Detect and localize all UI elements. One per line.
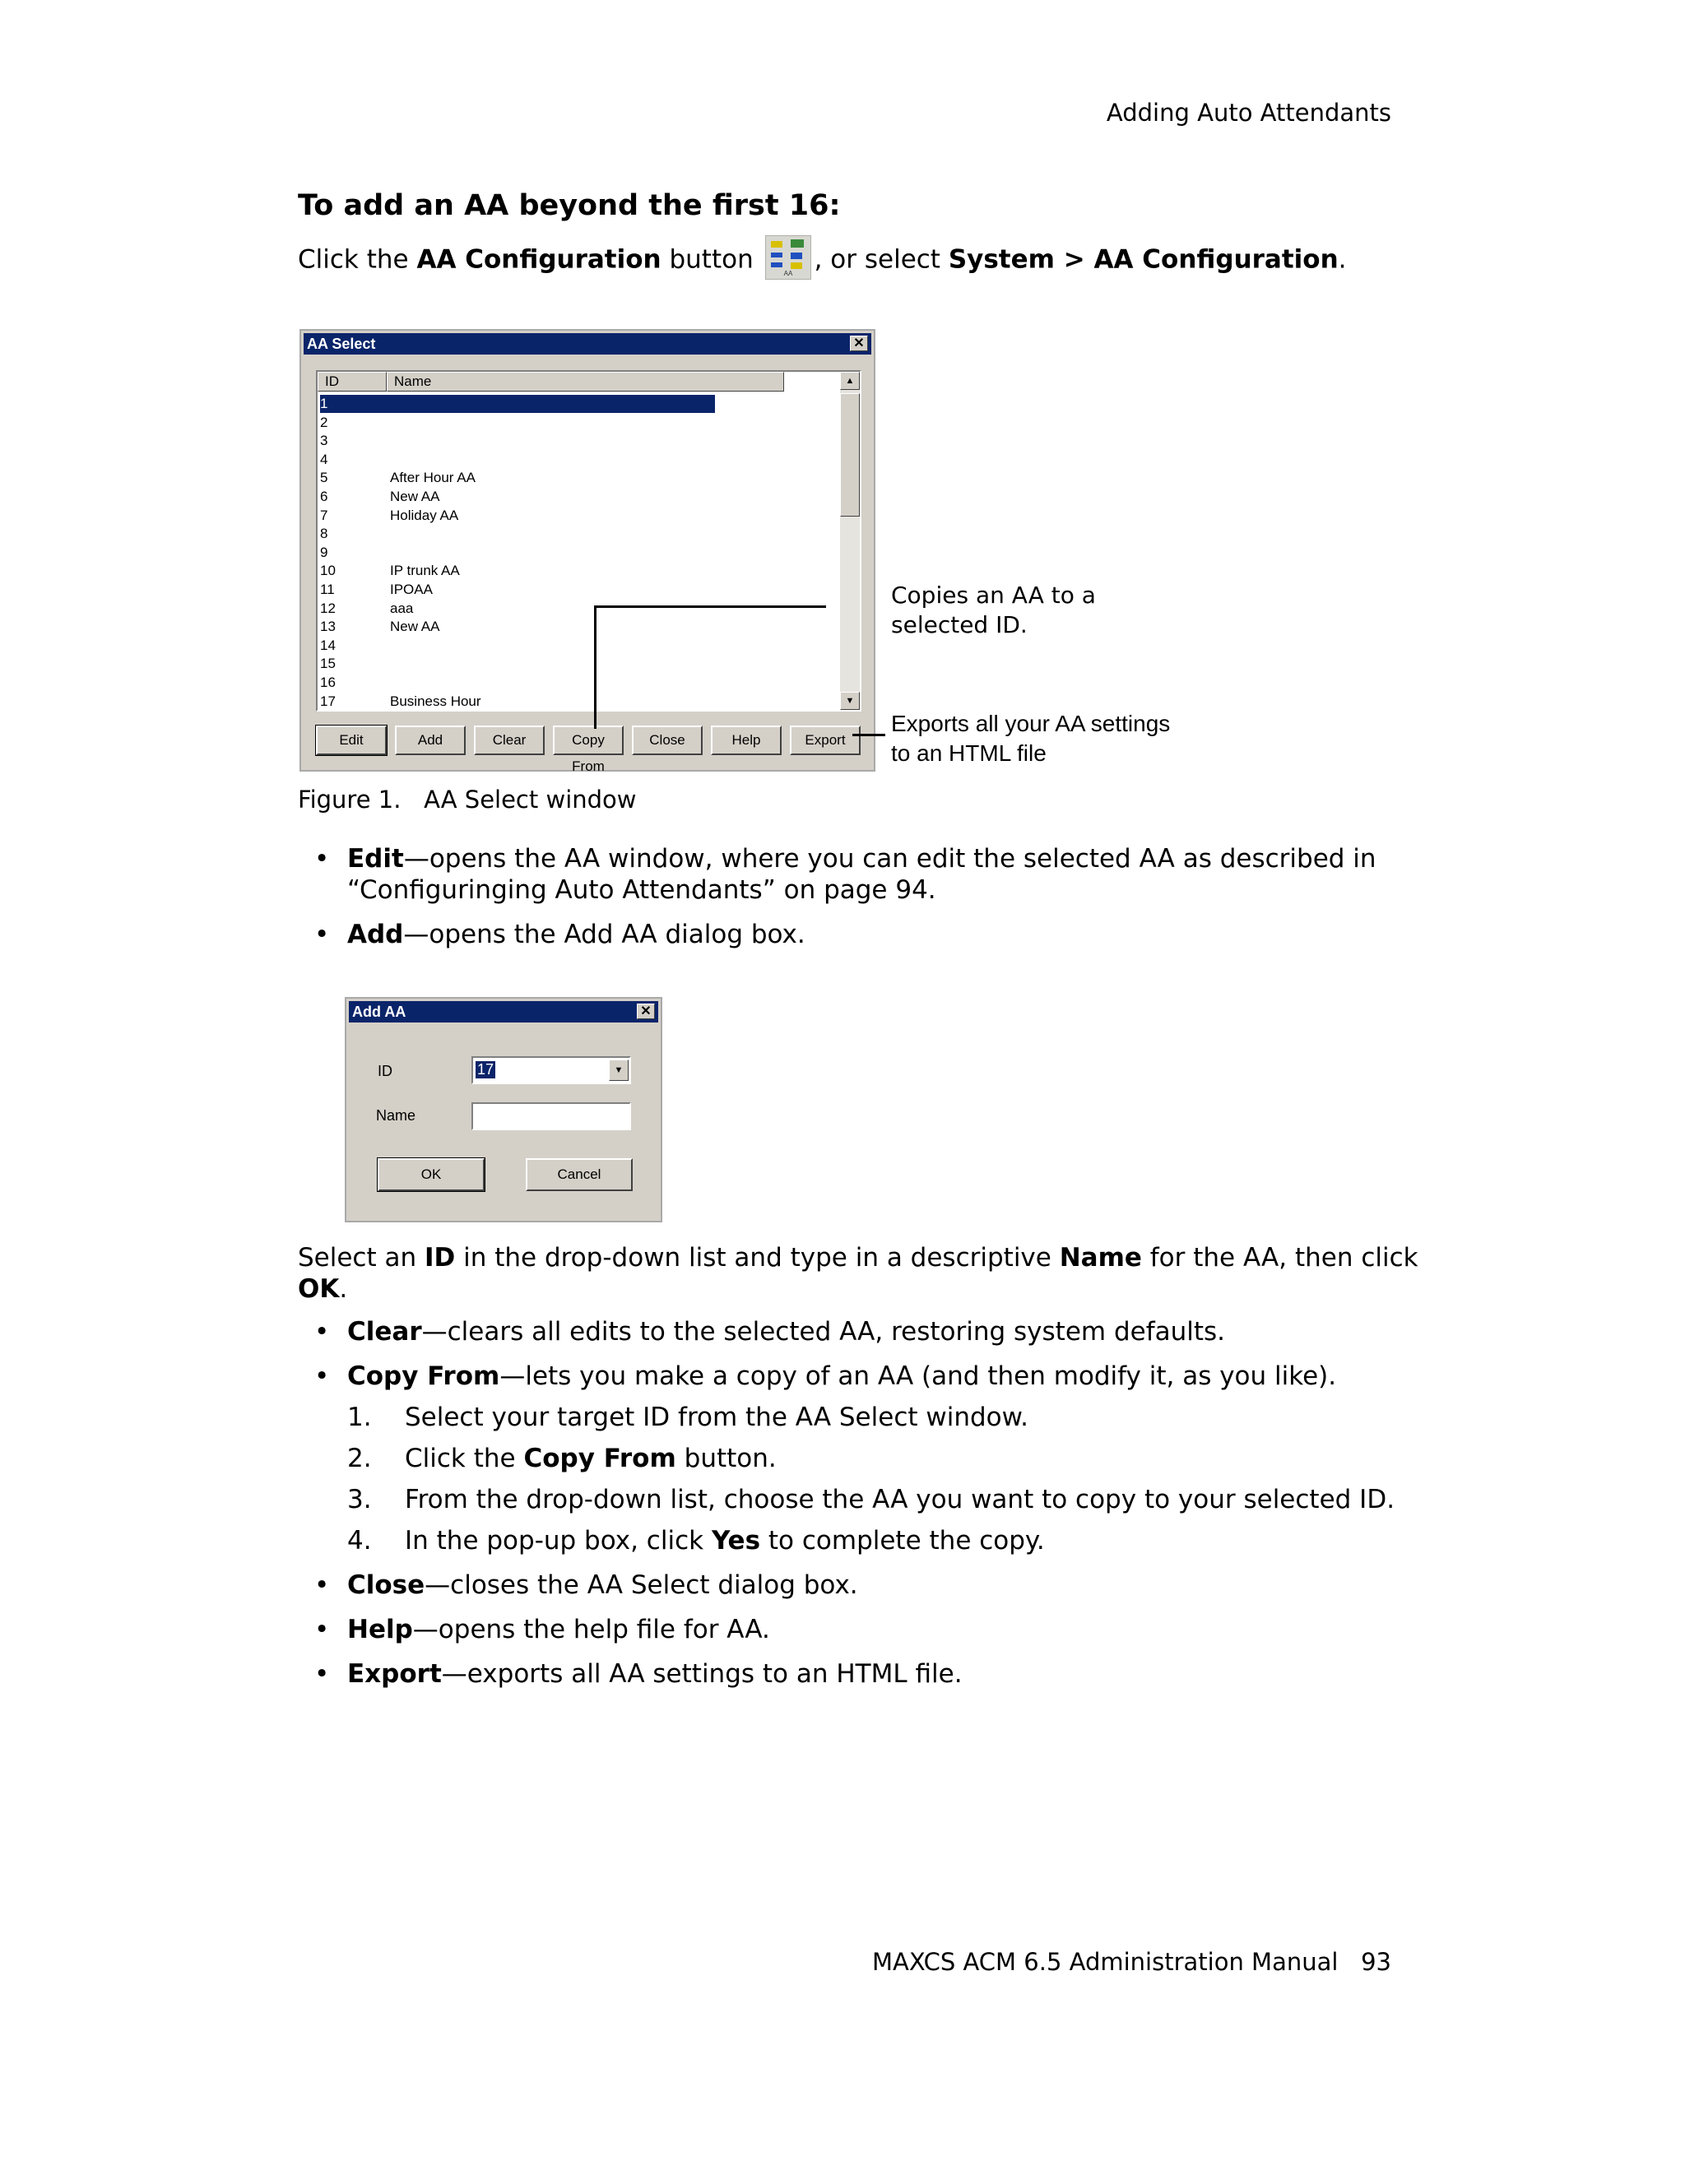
row-id: 9 — [320, 544, 328, 560]
row-name: IP trunk AA — [390, 563, 460, 579]
list-item-add — [298, 919, 1409, 950]
bullet-text: —opens the AA window, where you can edit the selected AA as described in — [403, 844, 1376, 874]
callout-copy-from-line2: selected ID. — [891, 611, 1028, 638]
callout-copy-from-line1: Copies an AA to a — [891, 582, 1096, 609]
id-label: ID — [378, 1063, 392, 1079]
page-footer — [872, 1948, 1391, 1976]
vertical-scrollbar[interactable] — [840, 372, 860, 710]
list-item-export — [298, 1658, 1491, 1690]
id-dropdown[interactable] — [471, 1056, 631, 1084]
row-id: 1 — [320, 396, 328, 411]
list-item-clear — [298, 1316, 1491, 1347]
intro-text: , or select — [814, 244, 949, 275]
intro-bold-aa-configuration: AA Configuration — [416, 244, 661, 275]
step-number: 1. — [347, 1403, 372, 1432]
copy-from-button[interactable]: Copy From — [553, 726, 624, 755]
row-id: 4 — [320, 451, 328, 467]
step-text: Click the — [405, 1444, 524, 1473]
export-button[interactable]: Export — [790, 726, 861, 755]
callout-export-line1: Exports all your AA settings — [891, 711, 1171, 736]
add-aa-dialog — [345, 997, 662, 1222]
callout-line-export — [852, 734, 885, 736]
bullet-glyph: • — [314, 1659, 330, 1689]
name-label: Name — [376, 1107, 416, 1124]
table-row[interactable] — [320, 674, 781, 692]
row-id: 2 — [320, 414, 328, 430]
id-dropdown-value: 17 — [477, 1061, 494, 1078]
name-field[interactable] — [471, 1102, 631, 1130]
row-id: 11 — [320, 582, 335, 597]
para-text: for the AA, then click — [1141, 1243, 1418, 1273]
intro-text: . — [1338, 244, 1347, 275]
aa-configuration-icon — [765, 235, 811, 280]
help-button[interactable]: Help — [711, 726, 782, 755]
intro-text: button — [661, 244, 762, 275]
row-id: 6 — [320, 489, 328, 504]
bullet-glyph: • — [314, 1615, 330, 1644]
table-row[interactable] — [320, 395, 715, 413]
table-row[interactable] — [320, 562, 781, 580]
bullet-bold: Close — [347, 1570, 425, 1600]
close-icon[interactable]: ✕ — [637, 1004, 655, 1019]
para-bold-ok: OK — [298, 1274, 340, 1304]
aa-list[interactable] — [316, 370, 861, 712]
aa-select-window — [299, 329, 875, 772]
intro-text: Click the — [298, 244, 417, 275]
table-row[interactable] — [320, 637, 781, 655]
chevron-down-icon[interactable]: ▼ — [609, 1060, 629, 1081]
para-text: Select an — [298, 1243, 425, 1273]
bullet-text: —exports all AA settings to an HTML file. — [441, 1659, 963, 1689]
list-item-close — [298, 1570, 1491, 1601]
step-text: Select your target ID from the AA Select window. — [405, 1403, 1028, 1432]
table-row[interactable] — [320, 451, 781, 469]
table-row[interactable] — [320, 507, 781, 525]
footer-manual-title: MAXCS ACM 6.5 Administration Manual — [871, 1948, 1339, 1976]
step-text: In the pop-up box, click — [405, 1526, 712, 1556]
bullet-glyph: • — [314, 844, 330, 874]
step-1 — [298, 1402, 1491, 1433]
row-name: After Hour AA — [390, 470, 476, 486]
row-id: 5 — [320, 470, 328, 486]
table-row[interactable] — [320, 469, 781, 487]
bullet-text-line2: “Configuringing Auto Attendants” on page 94. — [347, 875, 936, 905]
svg-text:AA: AA — [783, 270, 792, 277]
intro-paragraph — [298, 239, 1347, 283]
aa-select-titlebar — [304, 333, 871, 355]
close-icon[interactable]: ✕ — [850, 336, 868, 351]
scroll-thumb[interactable] — [840, 393, 860, 517]
list-item-copy-from — [298, 1361, 1491, 1392]
bullet-glyph: • — [314, 1570, 330, 1600]
para-bold-name: Name — [1059, 1243, 1142, 1273]
callout-export — [891, 709, 1170, 768]
step-text: From the drop-down list, choose the AA you want to copy to your selected ID. — [405, 1485, 1395, 1514]
page-number: 93 — [1361, 1948, 1391, 1976]
callout-export-line2: to an HTML file — [891, 740, 1047, 766]
close-button[interactable]: Close — [632, 726, 703, 755]
step-number: 3. — [347, 1485, 372, 1514]
para-bold-id: ID — [425, 1243, 456, 1273]
table-row[interactable] — [320, 581, 781, 599]
table-row[interactable] — [320, 432, 781, 450]
table-row[interactable] — [320, 525, 781, 543]
step-text: button. — [675, 1444, 777, 1473]
scroll-down-icon[interactable]: ▼ — [840, 692, 860, 710]
bullet-bold: Export — [347, 1659, 442, 1689]
row-id: 12 — [320, 600, 336, 616]
step-4 — [298, 1525, 1491, 1556]
table-row[interactable] — [320, 618, 781, 636]
window-title: AA Select — [307, 336, 376, 352]
clear-button[interactable]: Clear — [474, 726, 545, 755]
bullet-text: —lets you make a copy of an AA (and then modify it, as you like). — [499, 1361, 1337, 1391]
row-id: 15 — [320, 656, 336, 672]
bullet-bold: Help — [347, 1615, 413, 1644]
table-row[interactable] — [320, 488, 781, 506]
row-id: 13 — [320, 619, 336, 635]
row-name: Holiday AA — [390, 507, 459, 523]
bullet-bold: Edit — [347, 844, 404, 874]
edit-button[interactable]: Edit — [316, 726, 387, 755]
row-id: 3 — [320, 433, 328, 449]
table-row[interactable] — [320, 600, 781, 618]
bullet-text: —closes the AA Select dialog box. — [425, 1570, 858, 1600]
bullet-text: —opens the help file for AA. — [412, 1615, 770, 1644]
step-3 — [298, 1484, 1491, 1515]
step-bold: Copy From — [523, 1444, 676, 1473]
bullet-text: —clears all edits to the selected AA, restoring system defaults. — [421, 1317, 1226, 1347]
row-name: Business Hour — [390, 693, 481, 709]
row-name: New AA — [390, 489, 440, 504]
step-number: 2. — [347, 1444, 372, 1473]
running-header: Adding Auto Attendants — [1106, 99, 1391, 127]
para-text: in the drop-down list and type in a descriptive — [455, 1243, 1060, 1273]
row-id: 16 — [320, 675, 336, 690]
callout-line-copy-from-vertical — [594, 605, 596, 729]
bullet-list-1 — [298, 843, 1409, 963]
callout-line-copy-from-horizontal — [594, 605, 826, 608]
row-id: 17 — [320, 693, 336, 709]
row-id: 8 — [320, 526, 328, 542]
scroll-up-icon[interactable]: ▲ — [840, 372, 860, 390]
select-paragraph — [298, 1242, 1433, 1305]
callout-copy-from — [891, 581, 1096, 640]
table-row[interactable] — [320, 693, 781, 711]
bullet-list-2 — [298, 1316, 1491, 1703]
figure-caption: Figure 1. AA Select window — [298, 786, 637, 814]
row-id: 10 — [320, 563, 336, 579]
add-aa-titlebar — [349, 1001, 658, 1022]
ok-button[interactable]: OK — [378, 1158, 485, 1191]
row-name: IPOAA — [390, 582, 433, 597]
table-row[interactable] — [320, 414, 781, 432]
cancel-button[interactable]: Cancel — [526, 1158, 633, 1191]
step-text: to complete the copy. — [760, 1526, 1045, 1556]
intro-bold-menu-path: System > AA Configuration — [948, 244, 1339, 275]
bullet-bold: Add — [347, 920, 404, 949]
bullet-bold: Clear — [347, 1317, 422, 1347]
column-header-id[interactable]: ID — [318, 372, 387, 392]
step-2 — [298, 1443, 1491, 1474]
bullet-bold: Copy From — [347, 1361, 500, 1391]
table-row[interactable] — [320, 544, 781, 562]
table-row[interactable] — [320, 655, 781, 673]
step-number: 4. — [347, 1526, 372, 1556]
bullet-glyph: • — [314, 1317, 330, 1347]
column-header-name[interactable]: Name — [387, 372, 784, 392]
bullet-glyph: • — [314, 920, 330, 949]
para-text: . — [339, 1274, 348, 1304]
row-id: 7 — [320, 507, 328, 523]
row-name: aaa — [390, 600, 414, 616]
dialog-title: Add AA — [352, 1004, 406, 1020]
list-item-edit — [298, 843, 1409, 906]
section-heading: To add an AA beyond the first 16: — [298, 189, 841, 222]
bullet-text: —opens the Add AA dialog box. — [403, 920, 805, 949]
row-id: 14 — [320, 637, 336, 653]
add-button[interactable]: Add — [395, 726, 466, 755]
step-bold: Yes — [711, 1526, 761, 1556]
list-item-help — [298, 1614, 1491, 1645]
row-name: New AA — [390, 619, 440, 635]
bullet-glyph: • — [314, 1361, 330, 1391]
